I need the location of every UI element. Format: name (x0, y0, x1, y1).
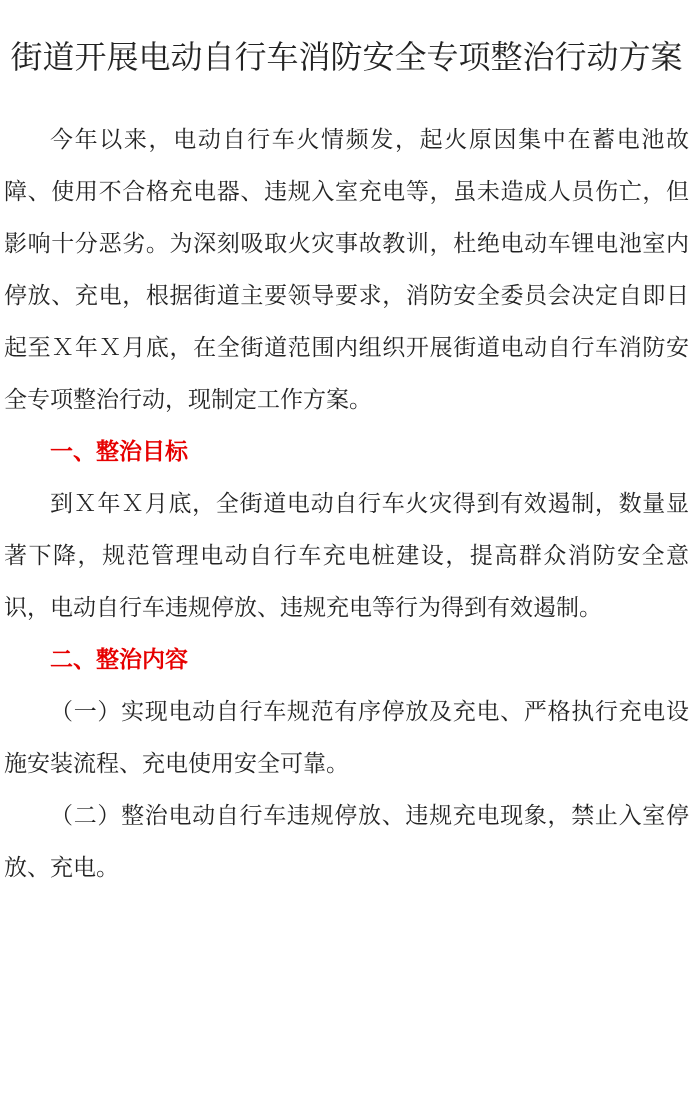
intro-paragraph: 今年以来，电动自行车火情频发，起火原因集中在蓄电池故障、使用不合格充电器、违规入室充电等，虽未造成人员伤亡，但影响十分恶劣。为深刻吸取火灾事故教训，杜绝电动车锂电池室内停放、充电，根据街道主要领导要求，消防安全委员会决定自即日起至Ｘ年Ｘ月底，在全街道范围内组织开展街道电动自行车消防安全专项整治行动，现制定工作方案。 (4, 127, 689, 413)
document-body (4, 114, 689, 894)
content-paragraph-1: （一）实现电动自行车规范有序停放及充电、严格执行充电设施安装流程、充电使用安全可靠。 (4, 699, 689, 777)
section-heading-goals: 一、整治目标 (50, 439, 188, 465)
document-title: 街道开展电动自行车消防安全专项整治行动方案 (10, 38, 683, 76)
content-paragraph-2: （二）整治电动自行车违规停放、违规充电现象，禁止入室停放、充电。 (4, 803, 689, 881)
goals-paragraph: 到Ｘ年Ｘ月底，全街道电动自行车火灾得到有效遏制，数量显著下降，规范管理电动自行车充电桩建设，提高群众消防安全意识，电动自行车违规停放、违规充电等行为得到有效遏制。 (4, 491, 689, 621)
section-heading-content: 二、整治内容 (50, 647, 188, 673)
